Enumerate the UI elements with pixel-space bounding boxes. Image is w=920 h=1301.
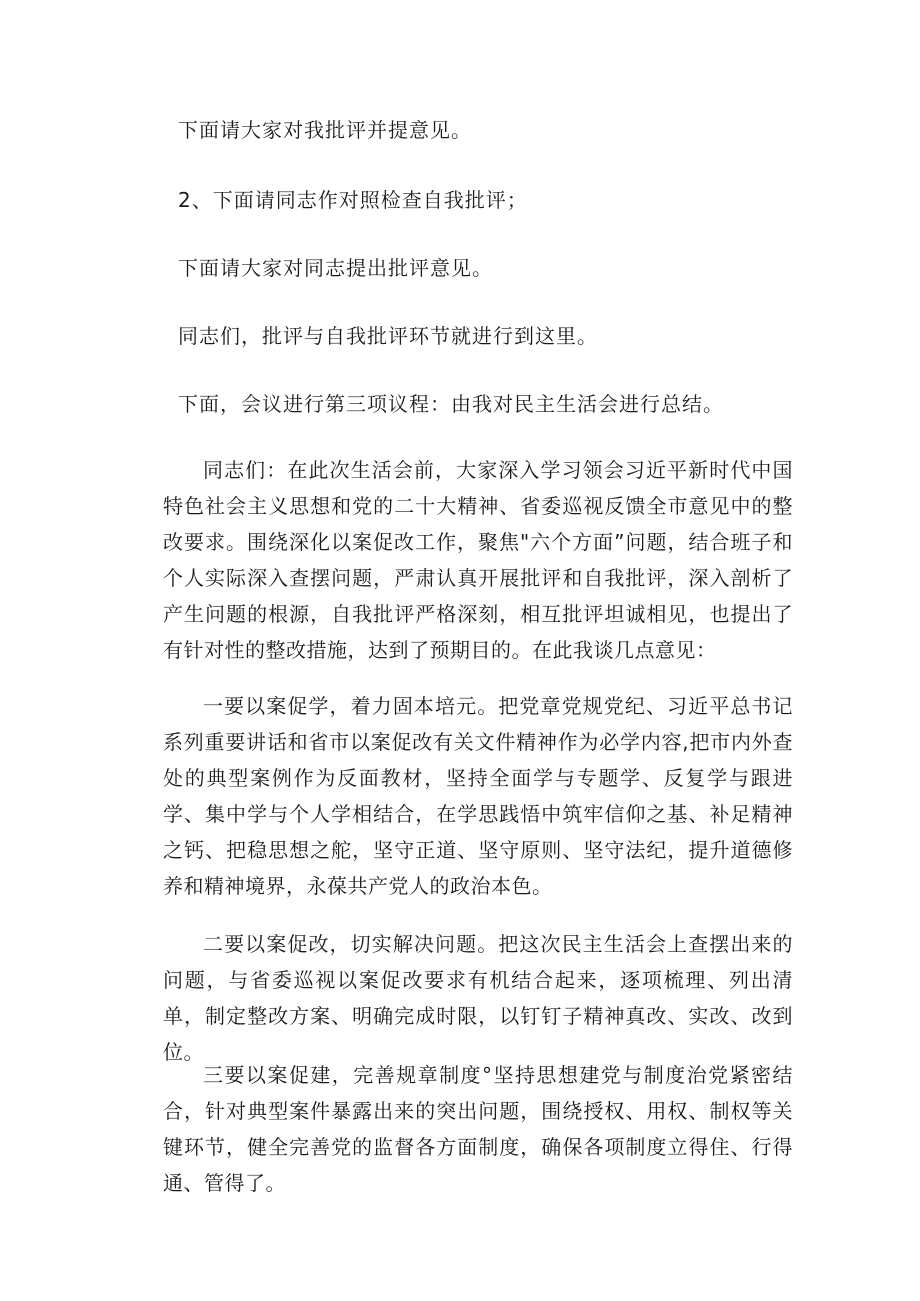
paragraph-summary: 同志们：在此次生活会前，大家深入学习领会习近平新时代中国特色社会主义思想和党的二十大精神、省委巡视反馈全市意见中的整改要求。围绕深化以案促改工作，聚焦"六个方面”问题，结合班子和个人实际深入查摆问题，严肃认真开展批评和自我批评，深入剖析了产生问题的根源，自我批评严格深刻，相互批评坦诚相见，也提出了有针对性的整改措施，达到了预期目的。在此我谈几点意见： [163,458,793,662]
line-4: 同志们，批评与自我批评环节就进行到这里。 [178,324,598,348]
line-1: 下面请大家对我批评并提意见。 [178,118,472,142]
line-2: 2、下面请同志作对照检查自我批评； [178,188,528,212]
paragraph-point-1: 一要以案促学，着力固本培元。把党章党规党纪、习近平总书记系列重要讲话和省市以案促改有关文件精神作为必学内容,把市内外查处的典型案例作为反面教材，坚持全面学与专题学、反复学与跟进学、集中学与个人学相结合，在学思践悟中筑牢信仰之基、补足精神之钙、把稳思想之舵，坚守正道、坚守原则、坚守法纪，提升道德修养和精神境界，永葆共产党人的政治本色。 [163,694,793,898]
line-3: 下面请大家对同志提出批评意见。 [178,256,493,280]
paragraph-point-2: 二要以案促改，切实解决问题。把这次民主生活会上查摆出来的问题，与省委巡视以案促改要求有机结合起来，逐项梳理、列出清单，制定整改方案、明确完成时限，以钉钉子精神真改、实改、改到位。 [163,932,793,1064]
line-5: 下面，会议进行第三项议程：由我对民主生活会进行总结。 [178,392,724,416]
paragraph-point-3: 三要以案促建，完善规章制度°坚持思想建党与制度治党紧密结合，针对典型案件暴露出来的突出问题，围绕授权、用权、制权等关键环节，健全完善党的监督各方面制度，确保各项制度立得住、行得通、管得了。 [163,1063,793,1195]
